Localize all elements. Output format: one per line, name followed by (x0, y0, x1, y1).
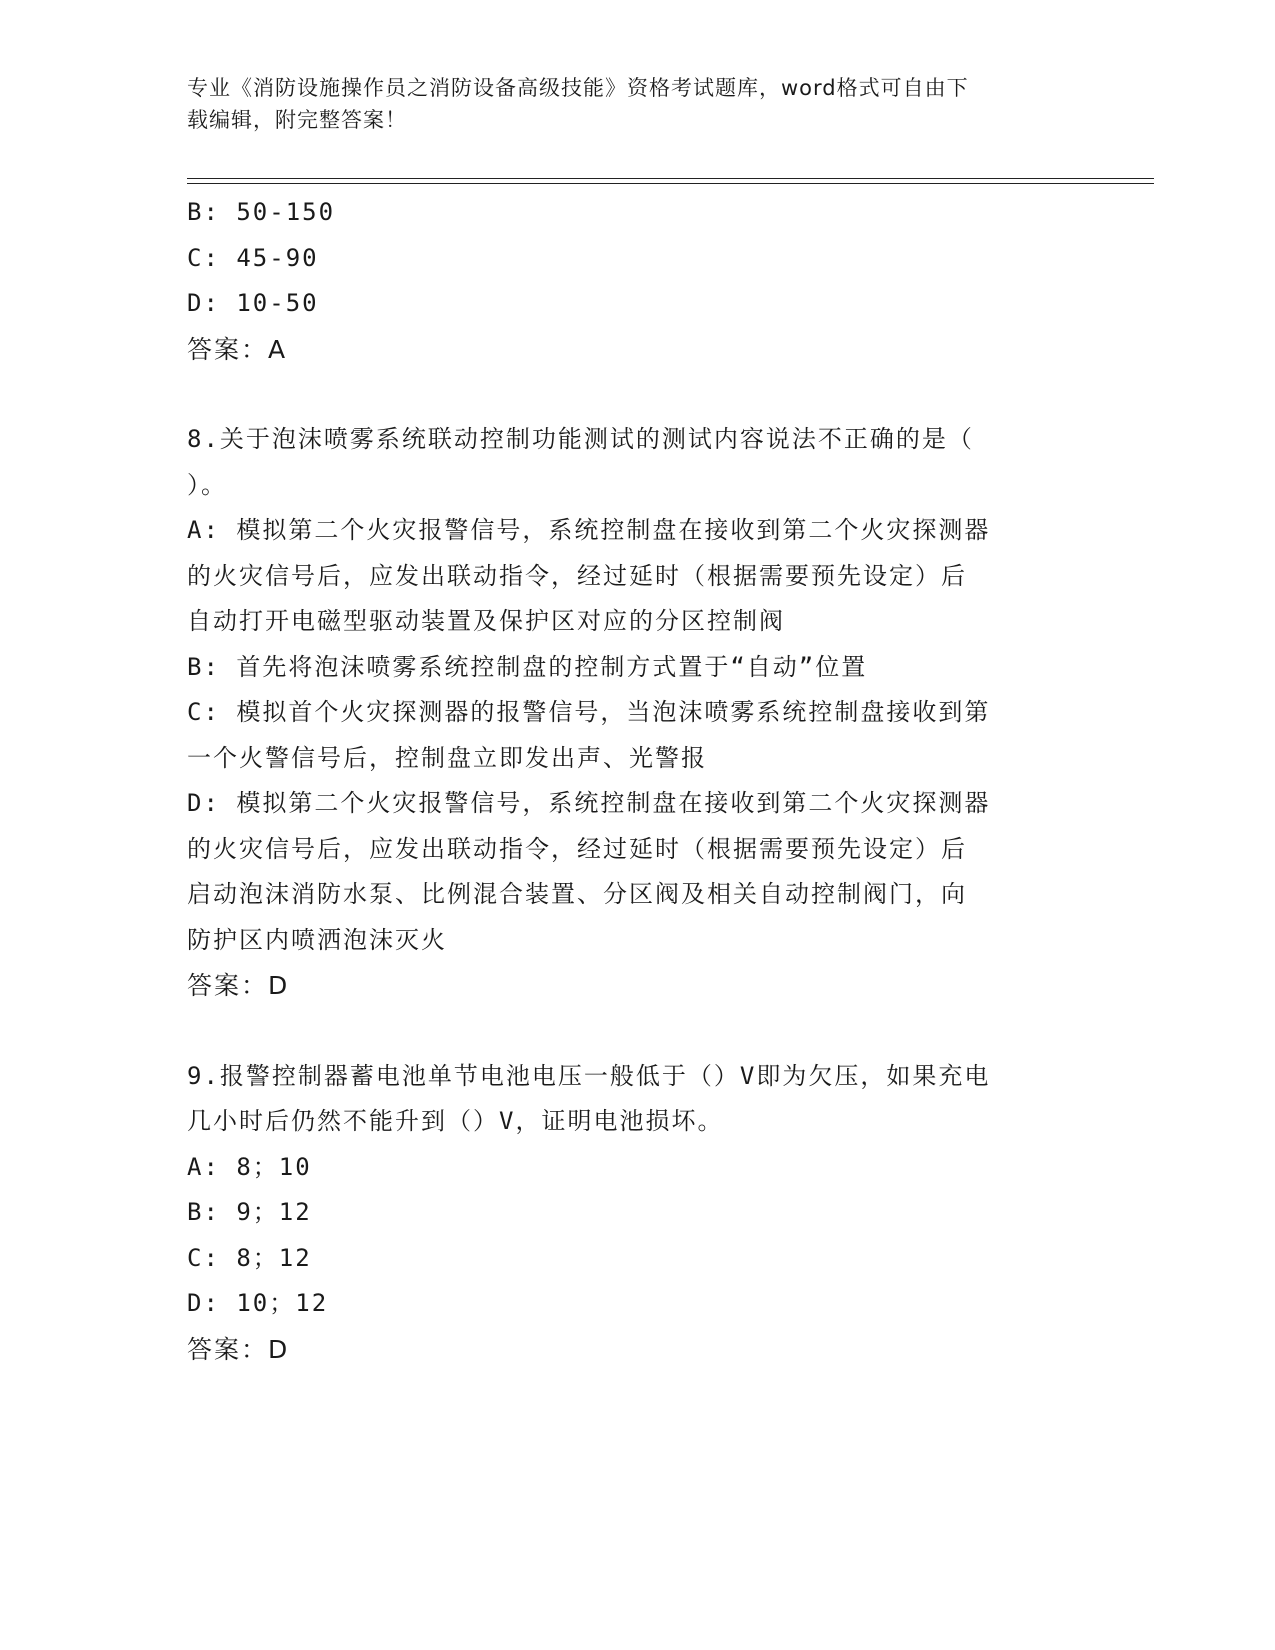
q9-stem-line-2: 几小时后仍然不能升到（）V，证明电池损坏。 (187, 1107, 724, 1135)
q8-option-a-line-1: A: 模拟第二个火灾报警信号，系统控制盘在接收到第二个火灾探测器 (187, 516, 991, 544)
q7-option-d: D: 10-50 (187, 289, 319, 317)
q8-option-d-line-4: 防护区内喷洒泡沫灭火 (187, 925, 447, 954)
spacer (187, 372, 1087, 417)
q8-option-d-line-1: D: 模拟第二个火灾报警信号，系统控制盘在接收到第二个火灾探测器 (187, 789, 991, 817)
q8-option-c-line-1: C: 模拟首个火灾探测器的报警信号，当泡沫喷雾系统控制盘接收到第 (187, 698, 991, 726)
q8-option-d-line-2: 的火灾信号后，应发出联动指令，经过延时（根据需要预先设定）后 (187, 834, 967, 863)
q8-option-a-line-3: 自动打开电磁型驱动装置及保护区对应的分区控制阀 (187, 607, 785, 635)
q8-option-b-line-1: B: 首先将泡沫喷雾系统控制盘的控制方式置于“自动”位置 (187, 652, 868, 681)
header-divider-bottom (187, 183, 1154, 184)
q8-stem-line-1: 8.关于泡沫喷雾系统联动控制功能测试的测试内容说法不正确的是（ (187, 425, 974, 453)
q8-option-a-line-2: 的火灾信号后，应发出联动指令，经过延时（根据需要预先设定）后 (187, 561, 967, 590)
q9-option-a: A: 8；10 (187, 1152, 312, 1181)
header-line-2: 载编辑，附完整答案！ (187, 108, 407, 132)
q7-answer: 答案：A (187, 334, 288, 364)
q8-option-d-line-3: 启动泡沫消防水泵、比例混合装置、分区阀及相关自动控制阀门，向 (187, 880, 967, 908)
spacer (187, 1009, 1087, 1054)
header-line-1: 专业《消防设施操作员之消防设备高级技能》资格考试题库，word格式可自由下 (187, 76, 969, 100)
header-divider-top (187, 178, 1154, 179)
question-9 (187, 1054, 1087, 1373)
question-7-tail (187, 190, 1087, 372)
q7-option-c: C: 45-90 (187, 243, 319, 272)
question-content (187, 190, 1087, 1372)
q9-option-b: B: 9；12 (187, 1198, 312, 1226)
q9-option-d: D: 10；12 (187, 1289, 329, 1317)
q7-option-b: B: 50-150 (187, 198, 336, 226)
q9-answer: 答案：D (187, 1334, 290, 1364)
document-header (187, 72, 1067, 136)
q8-answer: 答案：D (187, 971, 290, 1000)
q9-stem-line-1: 9.报警控制器蓄电池单节电池电压一般低于（）V即为欠压，如果充电 (187, 1061, 991, 1090)
q8-option-c-line-2: 一个火警信号后，控制盘立即发出声、光警报 (187, 743, 707, 772)
q8-stem-line-2: ）。 (187, 470, 227, 499)
question-8 (187, 417, 1087, 1009)
q9-option-c: C: 8；12 (187, 1243, 312, 1272)
